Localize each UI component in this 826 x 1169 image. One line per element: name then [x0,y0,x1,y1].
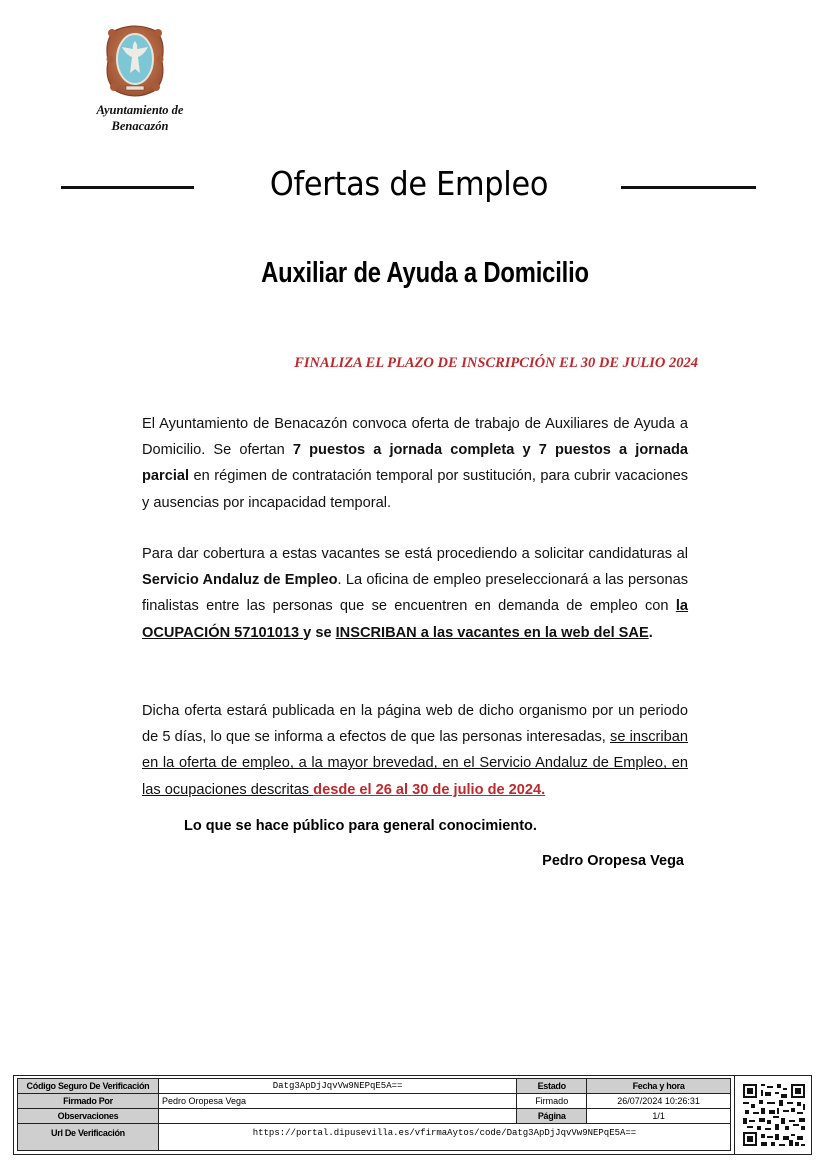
deadline-notice: FINALIZA EL PLAZO DE INSCRIPCIÓN EL 30 DE JULIO 2024 [294,355,698,371]
job-title: Auxiliar de Ayuda a Domicilio [261,257,589,289]
firmado-por-label: Firmado Por [18,1094,159,1109]
table-row [18,1094,731,1109]
pagina-label: Página [517,1109,587,1124]
pagina-value: 1/1 [587,1109,731,1124]
closing-statement: Lo que se hace público para general conocimiento. [184,818,537,834]
csv-label: Código Seguro De Verificación [18,1079,159,1094]
qr-code-icon [741,1082,807,1148]
fecha-label: Fecha y hora [587,1079,731,1094]
table-row [18,1079,731,1094]
sae-org-name: Servicio Andaluz de Empleo [142,572,338,589]
url-label: Url De Verificación [18,1124,159,1151]
firmado-por-value: Pedro Oropesa Vega [158,1094,516,1109]
registration-dates: desde el 26 al 30 de julio de 2024. [313,781,546,798]
observaciones-label: Observaciones [18,1109,159,1124]
table-row [18,1109,731,1124]
csv-value: Datg3ApDjJqvVw9NEPqE5A== [158,1079,516,1094]
verification-footer [13,1075,812,1155]
qr-divider [734,1076,735,1154]
occupation-code: la OCUPACIÓN 57101013 [142,598,688,641]
estado-value: Firmado [517,1094,587,1109]
signer-name: Pedro Oropesa Vega [542,853,684,869]
table-row [18,1124,731,1151]
paragraph-sae: Para dar cobertura a estas vacantes se está procediendo a solicitar candidaturas al Servicio Andaluz de Empleo. La oficina de empleo preseleccionará a las personas finalistas entre las personas que se encuentren en demanda de empleo con la OCUPACIÓN 57101013 y se INSCRIBAN a las vacantes en la web del SAE. [142,546,688,641]
organization-name [60,102,220,134]
municipal-crest-icon [104,23,166,97]
verification-table [17,1078,731,1151]
page-title: Ofertas de Empleo [269,164,549,203]
paragraph-publication: Dicha oferta estará publicada en la página web de dicho organismo por un periodo de 5 días, lo que se informa a efectos de que las personas interesadas, se inscriban en la oferta de empleo, a la mayor brevedad, en el Servicio Andaluz de Empleo, en las ocupaciones descritas desde el 26 al 30 de julio de 2024. [142,703,688,798]
fecha-value: 26/07/2024 10:26:31 [587,1094,731,1109]
estado-label: Estado [517,1079,587,1094]
title-rule-left [61,186,194,189]
org-name-line2: Benacazón [111,119,169,133]
org-name-line1: Ayuntamiento de [96,103,184,117]
registration-guidance: se inscriban en la oferta de empleo, a la mayor brevedad, en el Servicio Andaluz de Empleo, en las ocupaciones descritas [142,729,688,798]
observaciones-value [158,1109,516,1124]
paragraph-offer: El Ayuntamiento de Benacazón convoca oferta de trabajo de Auxiliares de Ayuda a Domicilio. Se ofertan 7 puestos a jornada completa y 7 puestos a jornada parcial en régimen de contratación temporal por sustitución, para cubrir vacaciones y ausencias por incapacidad temporal. [142,416,688,511]
title-rule-right [621,186,756,189]
register-instruction: INSCRIBAN a las vacantes en la web del SAE [335,624,649,641]
verification-url-link[interactable]: https://portal.dipusevilla.es/vfirmaAytos/code/Datg3ApDjJqvVw9NEPqE5A== [158,1124,730,1151]
positions-count: 7 puestos a jornada completa y 7 puestos a jornada parcial [142,442,688,485]
